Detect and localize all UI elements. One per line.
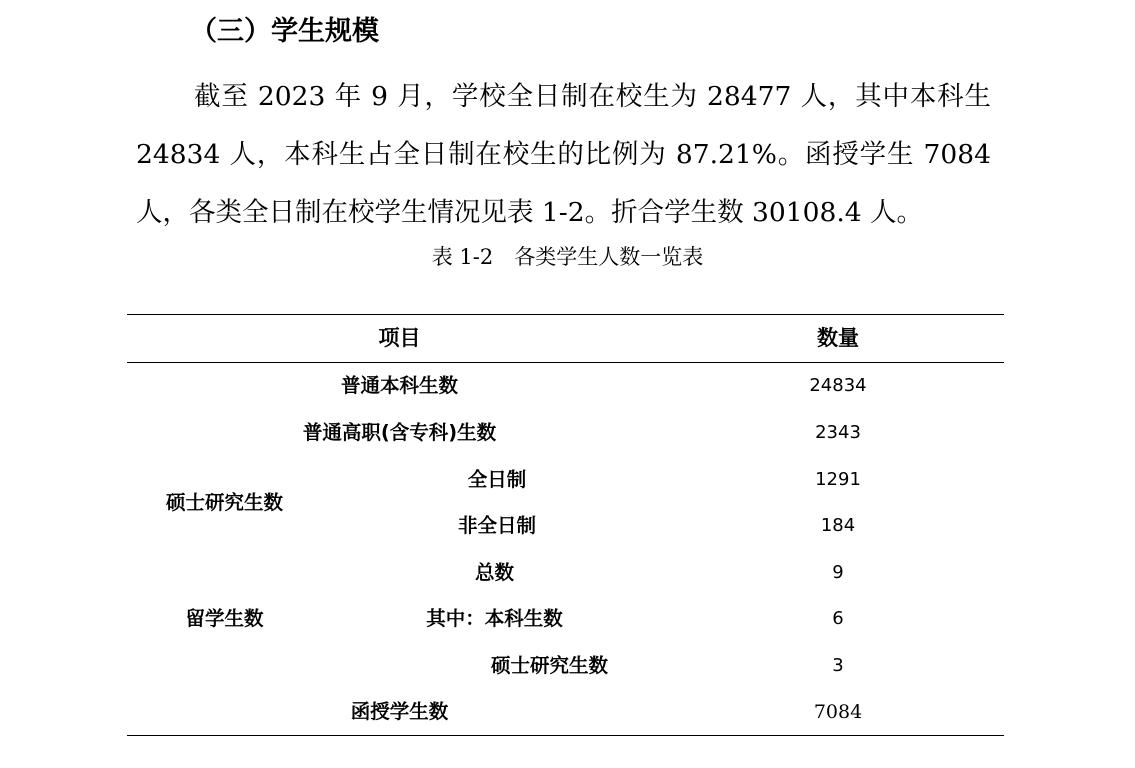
row-label: 函授学生数 [350, 700, 449, 723]
row-value: 3 [832, 655, 844, 676]
table-caption: 表 1-2 各类学生人数一览表 [431, 245, 704, 269]
row-label: 全日制 [467, 468, 527, 491]
row-value: 1291 [815, 469, 861, 490]
group-label-masters: 硕士研究生数 [165, 491, 283, 514]
row-value: 184 [820, 515, 856, 536]
row-label: 总数 [474, 561, 514, 584]
header-count: 数量 [817, 326, 859, 350]
row-label: 其中：本科生数 [426, 607, 563, 630]
row-value: 2343 [815, 422, 861, 443]
section-heading: （三）学生规模 [190, 16, 379, 47]
row-label: 硕士研究生数 [490, 654, 608, 677]
row-label: 普通高职(含专科)生数 [302, 421, 497, 444]
row-value: 9 [832, 562, 844, 583]
group-label-intl: 留学生数 [185, 607, 264, 630]
table-bottom-rule [127, 735, 1004, 736]
row-label: 普通本科生数 [340, 374, 458, 397]
row-value: 7084 [813, 701, 863, 723]
row-value: 6 [832, 608, 844, 629]
header-item: 项目 [378, 326, 421, 350]
row-value: 24834 [809, 375, 867, 396]
row-label: 非全日制 [457, 514, 536, 537]
section-paragraph: 截至 2023 年 9 月，学校全日制在校生为 28477 人，其中本科生 24834 人，本科生占全日制在校生的比例为 87.21%。函授学生 7084 人，各类全日制在校学生情况见表 1-2。折合学生数 30108.4 人。 [136, 81, 991, 228]
